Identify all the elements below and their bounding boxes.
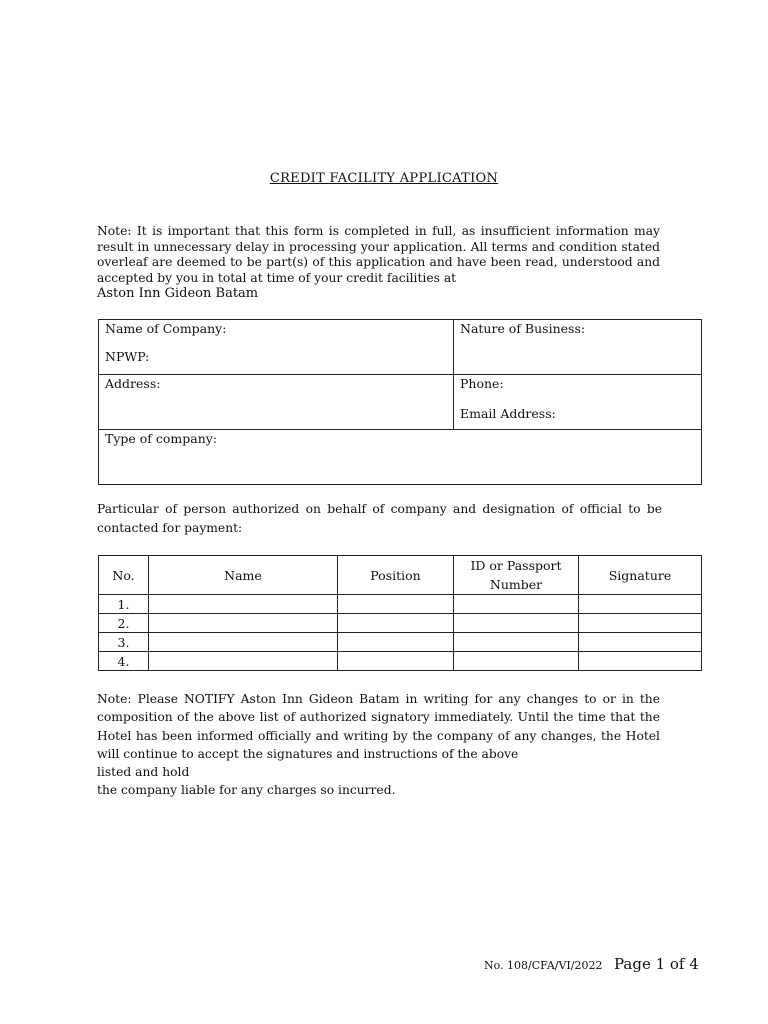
signature-field[interactable]	[579, 595, 702, 614]
name-field[interactable]	[149, 633, 338, 652]
notification-note	[97, 690, 660, 800]
company-details-table	[98, 319, 702, 485]
authorized-person-instructions: Particular of person authorized on behalf of company and designation of official to be contacted for payment:	[97, 502, 662, 535]
id-field[interactable]	[454, 633, 579, 652]
nature-of-business-cell[interactable]	[454, 320, 702, 375]
document-title: CREDIT FACILITY APPLICATION	[269, 171, 499, 186]
signature-field[interactable]	[579, 633, 702, 652]
table-row	[99, 595, 702, 614]
name-field[interactable]	[149, 652, 338, 671]
company-name-label: Name of Company:	[105, 321, 227, 336]
notification-note-body: Note: Please NOTIFY Aston Inn Gideon Batam in writing for any changes to or in the composition of the above list of authorized signatory immediately. Until the time that the Hotel has been informed officially and writing by the company of any changes, the Hotel will continue to accept the signatures and instructions of the above	[97, 692, 660, 761]
email-label: Email Address:	[460, 406, 556, 421]
header-signature: Signature	[579, 556, 702, 595]
position-field[interactable]	[338, 614, 454, 633]
id-field[interactable]	[454, 595, 579, 614]
hotel-name: Aston Inn Gideon Batam	[97, 286, 259, 301]
row-number: 3.	[99, 633, 149, 652]
company-name-cell[interactable]	[99, 320, 454, 375]
page-number: Page 1 of 4	[613, 955, 699, 973]
phone-label: Phone:	[460, 376, 504, 391]
name-field[interactable]	[149, 595, 338, 614]
address-label: Address:	[105, 376, 161, 391]
authorized-persons-table	[98, 555, 702, 671]
nature-of-business-label: Nature of Business:	[460, 321, 586, 336]
page-footer	[484, 955, 699, 973]
id-field[interactable]	[454, 614, 579, 633]
contact-cell[interactable]	[454, 375, 702, 430]
table-row	[99, 614, 702, 633]
intro-note	[97, 224, 660, 302]
position-field[interactable]	[338, 595, 454, 614]
signature-field[interactable]	[579, 652, 702, 671]
notification-note-line3: the company liable for any charges so incurred.	[97, 783, 396, 798]
header-name: Name	[149, 556, 338, 595]
position-field[interactable]	[338, 652, 454, 671]
name-field[interactable]	[149, 614, 338, 633]
intro-note-body: Note: It is important that this form is completed in full, as insufficient information may result in unnecessary delay in processing your application. All terms and condition stated overleaf are deemed to be part(s) of this application and have been read, understood and accepted by you in total at time of your credit facilities at	[97, 224, 660, 285]
type-of-company-label: Type of company:	[105, 431, 218, 446]
table-row	[99, 652, 702, 671]
address-cell[interactable]	[99, 375, 454, 430]
row-number: 1.	[99, 595, 149, 614]
document-number: No. 108/CFA/VI/2022	[484, 959, 603, 972]
notification-note-line2: listed and hold	[97, 765, 190, 780]
position-field[interactable]	[338, 633, 454, 652]
type-of-company-cell[interactable]	[99, 430, 702, 485]
table-row	[99, 633, 702, 652]
signature-field[interactable]	[579, 614, 702, 633]
header-no: No.	[99, 556, 149, 595]
header-id-passport: ID or Passport Number	[454, 556, 579, 595]
row-number: 4.	[99, 652, 149, 671]
npwp-label: NPWP:	[105, 349, 150, 364]
header-position: Position	[338, 556, 454, 595]
row-number: 2.	[99, 614, 149, 633]
id-field[interactable]	[454, 652, 579, 671]
